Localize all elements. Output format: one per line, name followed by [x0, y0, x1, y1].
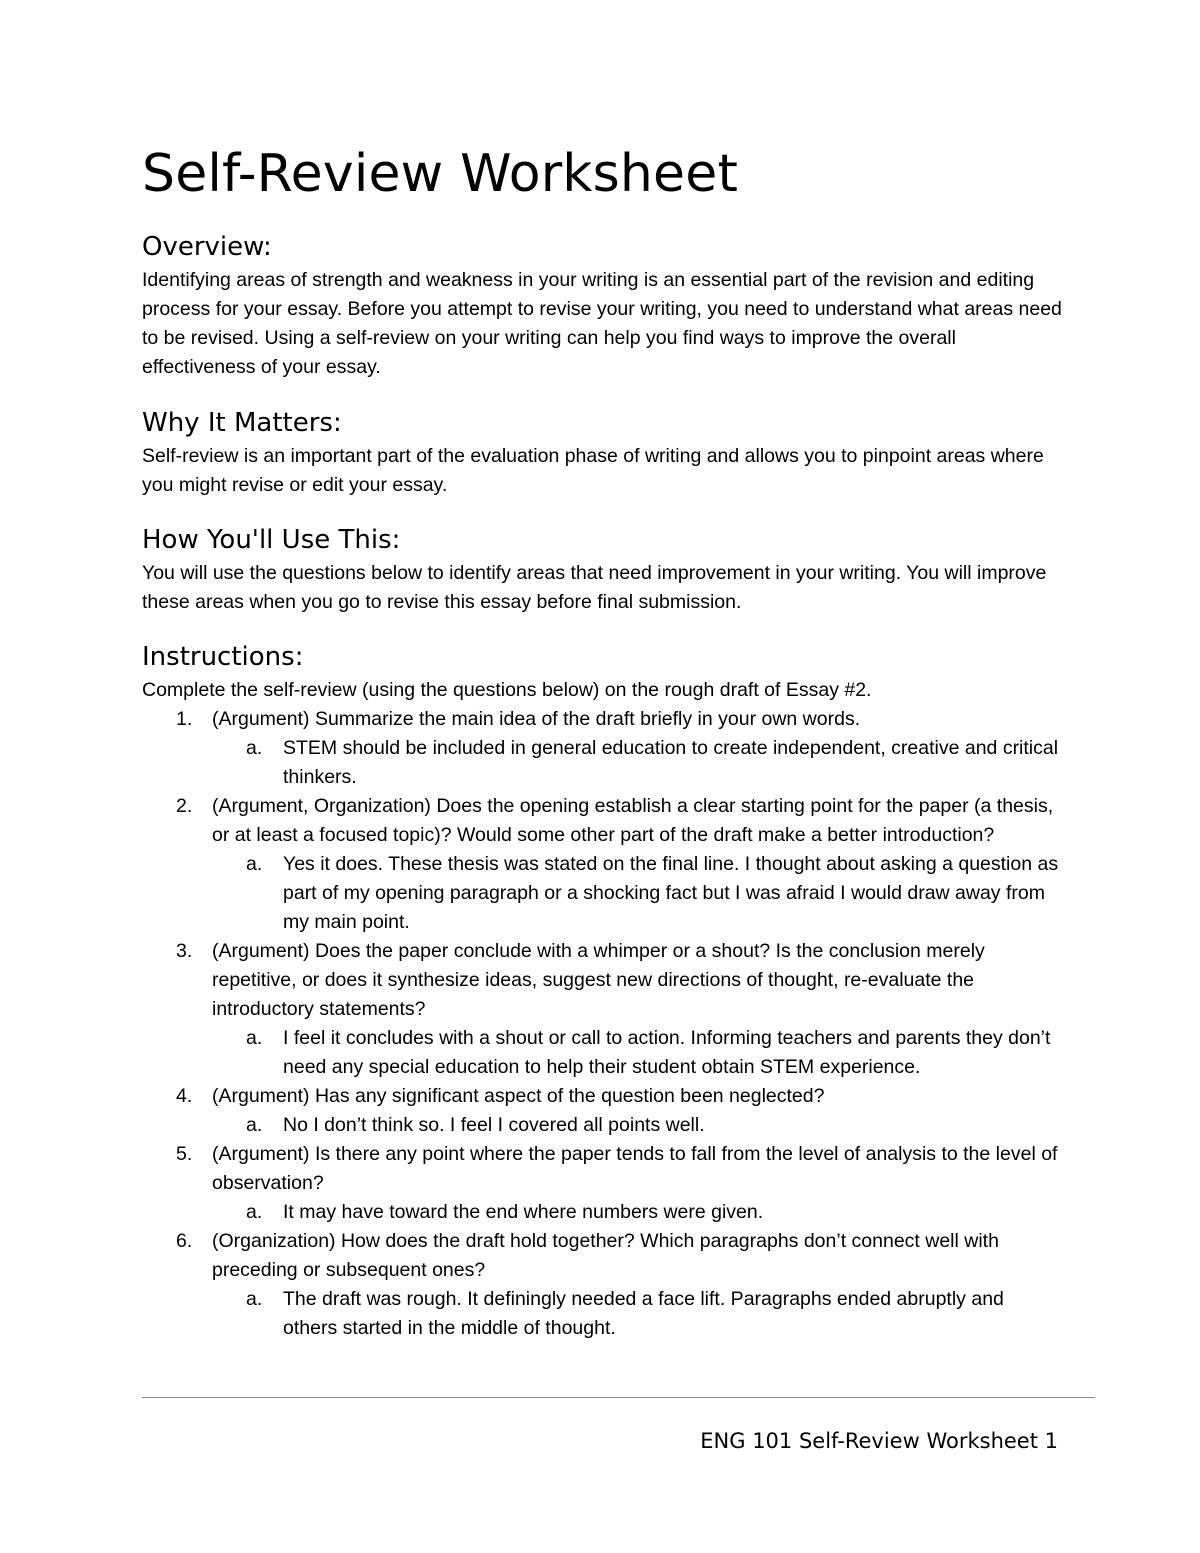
answer-item — [212, 1111, 1062, 1140]
question-item — [142, 1082, 1062, 1140]
page-title: Self-Review Worksheet — [142, 144, 739, 204]
question-number: 6. — [176, 1230, 193, 1252]
answer-item — [212, 850, 1062, 937]
question-text: (Argument) Does the paper conclude with a whimper or a shout? Is the conclusion merely repetitive, or does it synthesize ideas, suggest new directions of thought, re-evaluate the introductory statements? — [212, 940, 985, 1020]
question-item — [142, 792, 1062, 937]
question-item — [142, 705, 1062, 792]
answer-item — [212, 734, 1062, 792]
answer-text: STEM should be included in general education to create independent, creative and critical thinkers. — [283, 737, 1059, 788]
answer-text: Yes it does. These thesis was stated on the final line. I thought about asking a question as part of my opening paragraph or a shocking fact but I was afraid I would draw away from my main point. — [283, 853, 1059, 933]
answer-text: No I don’t think so. I feel I covered all points well. — [283, 1114, 705, 1136]
why-section — [142, 404, 1062, 500]
question-text: (Argument, Organization) Does the opening establish a clear starting point for the paper (a thesis, or at least a focused topic)? Would some other part of the draft make a better introduction? — [212, 795, 1054, 846]
how-section — [142, 521, 1062, 617]
answer-letter: a. — [246, 1201, 263, 1223]
overview-section — [142, 228, 1062, 382]
how-body: You will use the questions below to identify areas that need improvement in your writing. You will improve these areas when you go to revise this essay before final submission. — [142, 562, 1047, 613]
overview-body: Identifying areas of strength and weakness in your writing is an essential part of the revision and editing process for your essay. Before you attempt to revise your writing, you need to understand what areas need to be revised. Using a self-review on your writing can help you find ways to improve the overall effectiveness of your essay. — [142, 269, 1062, 378]
question-number: 3. — [176, 940, 193, 962]
question-list — [142, 705, 1062, 1343]
answer-letter: a. — [246, 853, 263, 875]
instructions-heading: Instructions: — [142, 642, 304, 672]
answer-item — [212, 1024, 1062, 1082]
how-heading: How You'll Use This: — [142, 525, 401, 555]
instructions-intro: Complete the self-review (using the questions below) on the rough draft of Essay #2. — [142, 679, 872, 701]
answer-item — [212, 1285, 1062, 1343]
question-item — [142, 937, 1062, 1082]
answer-item — [212, 1198, 1062, 1227]
question-text: (Argument) Has any significant aspect of the question been neglected? — [212, 1085, 825, 1107]
question-number: 2. — [176, 795, 193, 817]
question-number: 4. — [176, 1085, 193, 1107]
answer-letter: a. — [246, 1114, 263, 1136]
answer-text: It may have toward the end where numbers were given. — [283, 1201, 764, 1223]
answer-text: The draft was rough. It definingly needed a face lift. Paragraphs ended abruptly and others started in the middle of thought. — [283, 1288, 1004, 1339]
instructions-section — [142, 638, 1062, 1343]
question-item — [142, 1140, 1062, 1227]
answer-letter: a. — [246, 737, 263, 759]
question-text: (Organization) How does the draft hold together? Which paragraphs don’t connect well with preceding or subsequent ones? — [212, 1230, 999, 1281]
answer-letter: a. — [246, 1027, 263, 1049]
question-item — [142, 1227, 1062, 1343]
page-footer: ENG 101 Self-Review Worksheet 1 — [700, 1429, 1058, 1453]
answer-text: I feel it concludes with a shout or call to action. Informing teachers and parents they don’t need any special education to help their student obtain STEM experience. — [283, 1027, 1051, 1078]
why-heading: Why It Matters: — [142, 408, 342, 438]
question-text: (Argument) Summarize the main idea of the draft briefly in your own words. — [212, 708, 861, 730]
question-number: 5. — [176, 1143, 193, 1165]
answer-letter: a. — [246, 1288, 263, 1310]
overview-heading: Overview: — [142, 232, 272, 262]
question-number: 1. — [176, 708, 193, 730]
why-body: Self-review is an important part of the evaluation phase of writing and allows you to pinpoint areas where you might revise or edit your essay. — [142, 445, 1044, 496]
question-text: (Argument) Is there any point where the paper tends to fall from the level of analysis to the level of observation? — [212, 1143, 1058, 1194]
footer-divider — [142, 1397, 1095, 1398]
